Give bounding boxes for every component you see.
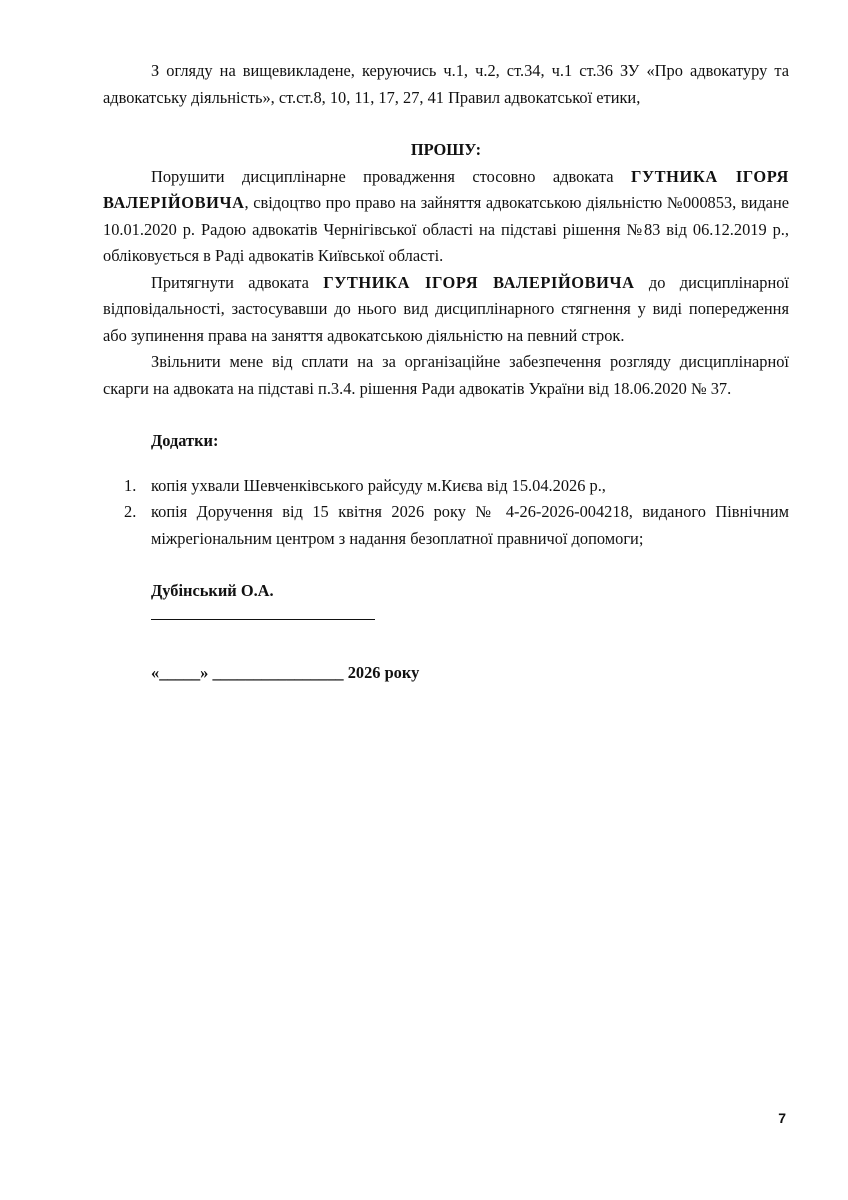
attachment-text: копія ухвали Шевченківського райсуду м.Києва від 15.04.2026 р., xyxy=(151,475,606,495)
signature-block xyxy=(103,578,789,620)
date-line: «_____» ________________ 2026 року xyxy=(151,662,420,682)
page-number: 7 xyxy=(778,1110,786,1126)
request-item-3: Звільнити мене від сплати на за організаційне забезпечення розгляду дисциплінарної скарги на адвоката на підставі п.3.4. рішення Ради адвокатів України від 18.06.2020 № 37. xyxy=(103,352,789,398)
document-body xyxy=(103,58,789,686)
attachment-number: 2. xyxy=(124,502,137,521)
request-item-1-after: , свідоцтво про право на зайняття адвокатською діяльністю №000853, видане 10.01.2020 р. Радою адвокатів Чернігівської області на підставі рішення №83 від 06.12.2019 р., обліковується в Раді адвокатів Київської області. xyxy=(103,193,789,265)
attachments-heading: Додатки: xyxy=(151,431,219,450)
intro-paragraph: З огляду на вищевикладене, керуючись ч.1, ч.2, ст.34, ч.1 ст.36 ЗУ «Про адвокатуру та адвокатську діяльність», ст.ст.8, 10, 11, 17, 27, 41 Правил адвокатської етики, xyxy=(103,61,789,107)
request-title: ПРОШУ: xyxy=(410,140,482,159)
signer-name: Дубінський О.А. xyxy=(151,581,274,600)
advocate-name: ГУТНИКА ІГОРЯ ВАЛЕРІЙОВИЧА xyxy=(103,166,789,212)
request-item-1 xyxy=(103,164,789,270)
request-item-1-before: Порушити дисциплінарне провадження стосовно адвоката xyxy=(151,166,631,186)
request-item-2-after: до дисциплінарної відповідальності, застосувавши до нього вид дисциплінарного стягнення у виді попередження або зупинення права на заняття адвокатською діяльністю на певний строк. xyxy=(103,272,789,345)
request-item-2 xyxy=(103,270,789,350)
request-item-2-before: Притягнути адвоката xyxy=(151,272,324,292)
attachments-list xyxy=(103,473,789,553)
advocate-name: ГУТНИКА ІГОРЯ ВАЛЕРІЙОВИЧА xyxy=(323,272,635,292)
attachment-item xyxy=(124,499,789,552)
attachment-item xyxy=(124,473,789,500)
attachment-text: копія Доручення від 15 квітня 2026 року № 4-26-2026-004218, виданого Північним міжрегіональним центром з надання безоплатної правничої допомоги; xyxy=(151,502,789,548)
attachment-number: 1. xyxy=(124,475,137,495)
signature-line xyxy=(151,605,375,620)
